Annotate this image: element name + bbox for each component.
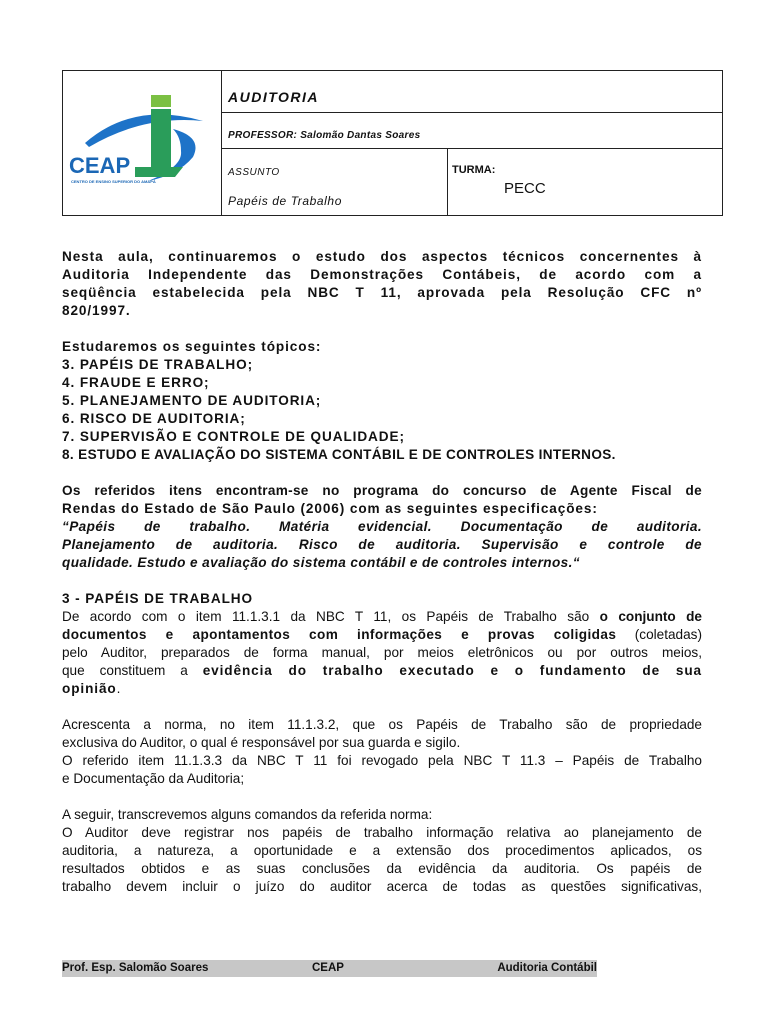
program-line: Os referidos itens encontram-se no programa do concurso de Agente Fiscal de: [62, 483, 702, 498]
final-line: auditoria, a natureza, a oportunidade e a extensão dos procedimentos aplicados, os: [62, 843, 702, 858]
subject-cell: [222, 149, 448, 215]
logo-subtext: CENTRO DE ENSINO SUPERIOR DO AMAPÁ: [71, 179, 156, 184]
logo-text: CEAP: [69, 153, 131, 178]
ceap-logo: [63, 71, 220, 215]
quote-line: qualidade. Estudo e avaliação do sistema contábil e de controles internos.“: [62, 555, 580, 570]
emphasis-span: evidência do trabalho executado e o fundamento de sua: [202, 663, 702, 678]
topic-item: 3. PAPÉIS DE TRABALHO;: [62, 357, 253, 372]
emphasis-span: o conjunto de: [599, 609, 702, 624]
section-heading: 3 - PAPÉIS DE TRABALHO: [62, 591, 253, 606]
revoked-line: O referido item 11.1.3.3 da NBC T 11 foi revogado pela NBC T 11.3 – Papéis de Trabalho: [62, 753, 702, 768]
section-line: [62, 626, 702, 644]
title-row: [222, 71, 722, 113]
quote-line: Planejamento de auditoria. Risco de auditoria. Supervisão e controle de: [62, 537, 702, 552]
intro-line: Auditoria Independente das Demonstrações Contábeis, de acordo com a: [62, 267, 702, 282]
assunto-label: ASSUNTO: [228, 167, 280, 178]
intro-line: seqüência estabelecida pela NBC T 11, aprovada pela Resolução CFC nº: [62, 285, 702, 300]
topic-item: 6. RISCO DE AUDITORIA;: [62, 411, 246, 426]
topic-item: 7. SUPERVISÃO E CONTROLE DE QUALIDADE;: [62, 429, 405, 444]
logo-cell: [63, 71, 222, 215]
page-footer: [62, 960, 597, 977]
topic-item: 4. FRAUDE E ERRO;: [62, 375, 210, 390]
section-line: [62, 662, 702, 680]
topic-item: 5. PLANEJAMENTO DE AUDITORIA;: [62, 393, 322, 408]
document-body: [62, 248, 702, 896]
revoked-line: e Documentação da Auditoria;: [62, 771, 245, 786]
footer-author: Prof. Esp. Salomão Soares: [62, 962, 209, 974]
turma-value: PECC: [504, 180, 546, 197]
norm-line: Acrescenta a norma, no item 11.1.3.2, que os Papéis de Trabalho são de propriedade: [62, 717, 702, 732]
header-table: [62, 70, 723, 216]
final-paragraph: [62, 806, 702, 896]
subject-text: Papéis de Trabalho: [228, 194, 342, 208]
section-papeis: [62, 590, 702, 698]
footer-course: Auditoria Contábil: [497, 962, 597, 974]
final-line: resultados obtidos e as suas conclusões da evidência da auditoria. Os papéis de: [62, 861, 702, 876]
turma-cell: [448, 149, 722, 215]
text-span: que constituem a: [62, 663, 203, 678]
section-line: [62, 680, 702, 698]
program-paragraph: [62, 482, 702, 572]
professor-name: PROFESSOR: Salomão Dantas Soares: [228, 130, 421, 141]
program-line: Rendas do Estado de São Paulo (2006) com as seguintes especificações:: [62, 501, 598, 516]
emphasis-span: opinião: [62, 681, 117, 696]
subject-row: [222, 149, 722, 215]
intro-paragraph: [62, 248, 702, 320]
topics-list: [62, 338, 702, 464]
footer-institution: CEAP: [312, 962, 344, 974]
norm-line: exclusiva do Auditor, o qual é responsável por sua guarda e sigilo.: [62, 735, 461, 750]
emphasis-span: documentos e apontamentos com informações e provas coligidas: [62, 627, 617, 642]
text-span: .: [116, 681, 121, 696]
topics-heading: Estudaremos os seguintes tópicos:: [62, 339, 322, 354]
text-span: (coletadas): [616, 627, 702, 642]
intro-line: Nesta aula, continuaremos o estudo dos aspectos técnicos concernentes à: [62, 249, 702, 264]
norm-paragraph: [62, 716, 702, 788]
quote-line: “Papéis de trabalho. Matéria evidencial. Documentação de auditoria.: [62, 519, 702, 534]
transcribe-line: A seguir, transcrevemos alguns comandos da referida norma:: [62, 807, 433, 822]
topic-item: 8. ESTUDO E AVALIAÇÃO DO SISTEMA CONTÁBIL E DE CONTROLES INTERNOS.: [62, 447, 616, 462]
intro-line: 820/1997.: [62, 303, 131, 318]
section-line: [62, 608, 702, 626]
section-line: pelo Auditor, preparados de forma manual, por meios eletrônicos ou por outros meios,: [62, 645, 702, 660]
course-title: AUDITORIA: [228, 89, 320, 105]
final-line: O Auditor deve registrar nos papéis de trabalho informação relativa ao planejamento de: [62, 825, 702, 840]
final-line: trabalho devem incluir o juízo do auditor acerca de todas as questões significativas,: [62, 879, 702, 894]
text-span: De acordo com o item 11.1.3.1 da NBC T 11, os Papéis de Trabalho são: [62, 609, 600, 624]
turma-label: TURMA:: [452, 164, 496, 176]
professor-row: [222, 113, 722, 149]
